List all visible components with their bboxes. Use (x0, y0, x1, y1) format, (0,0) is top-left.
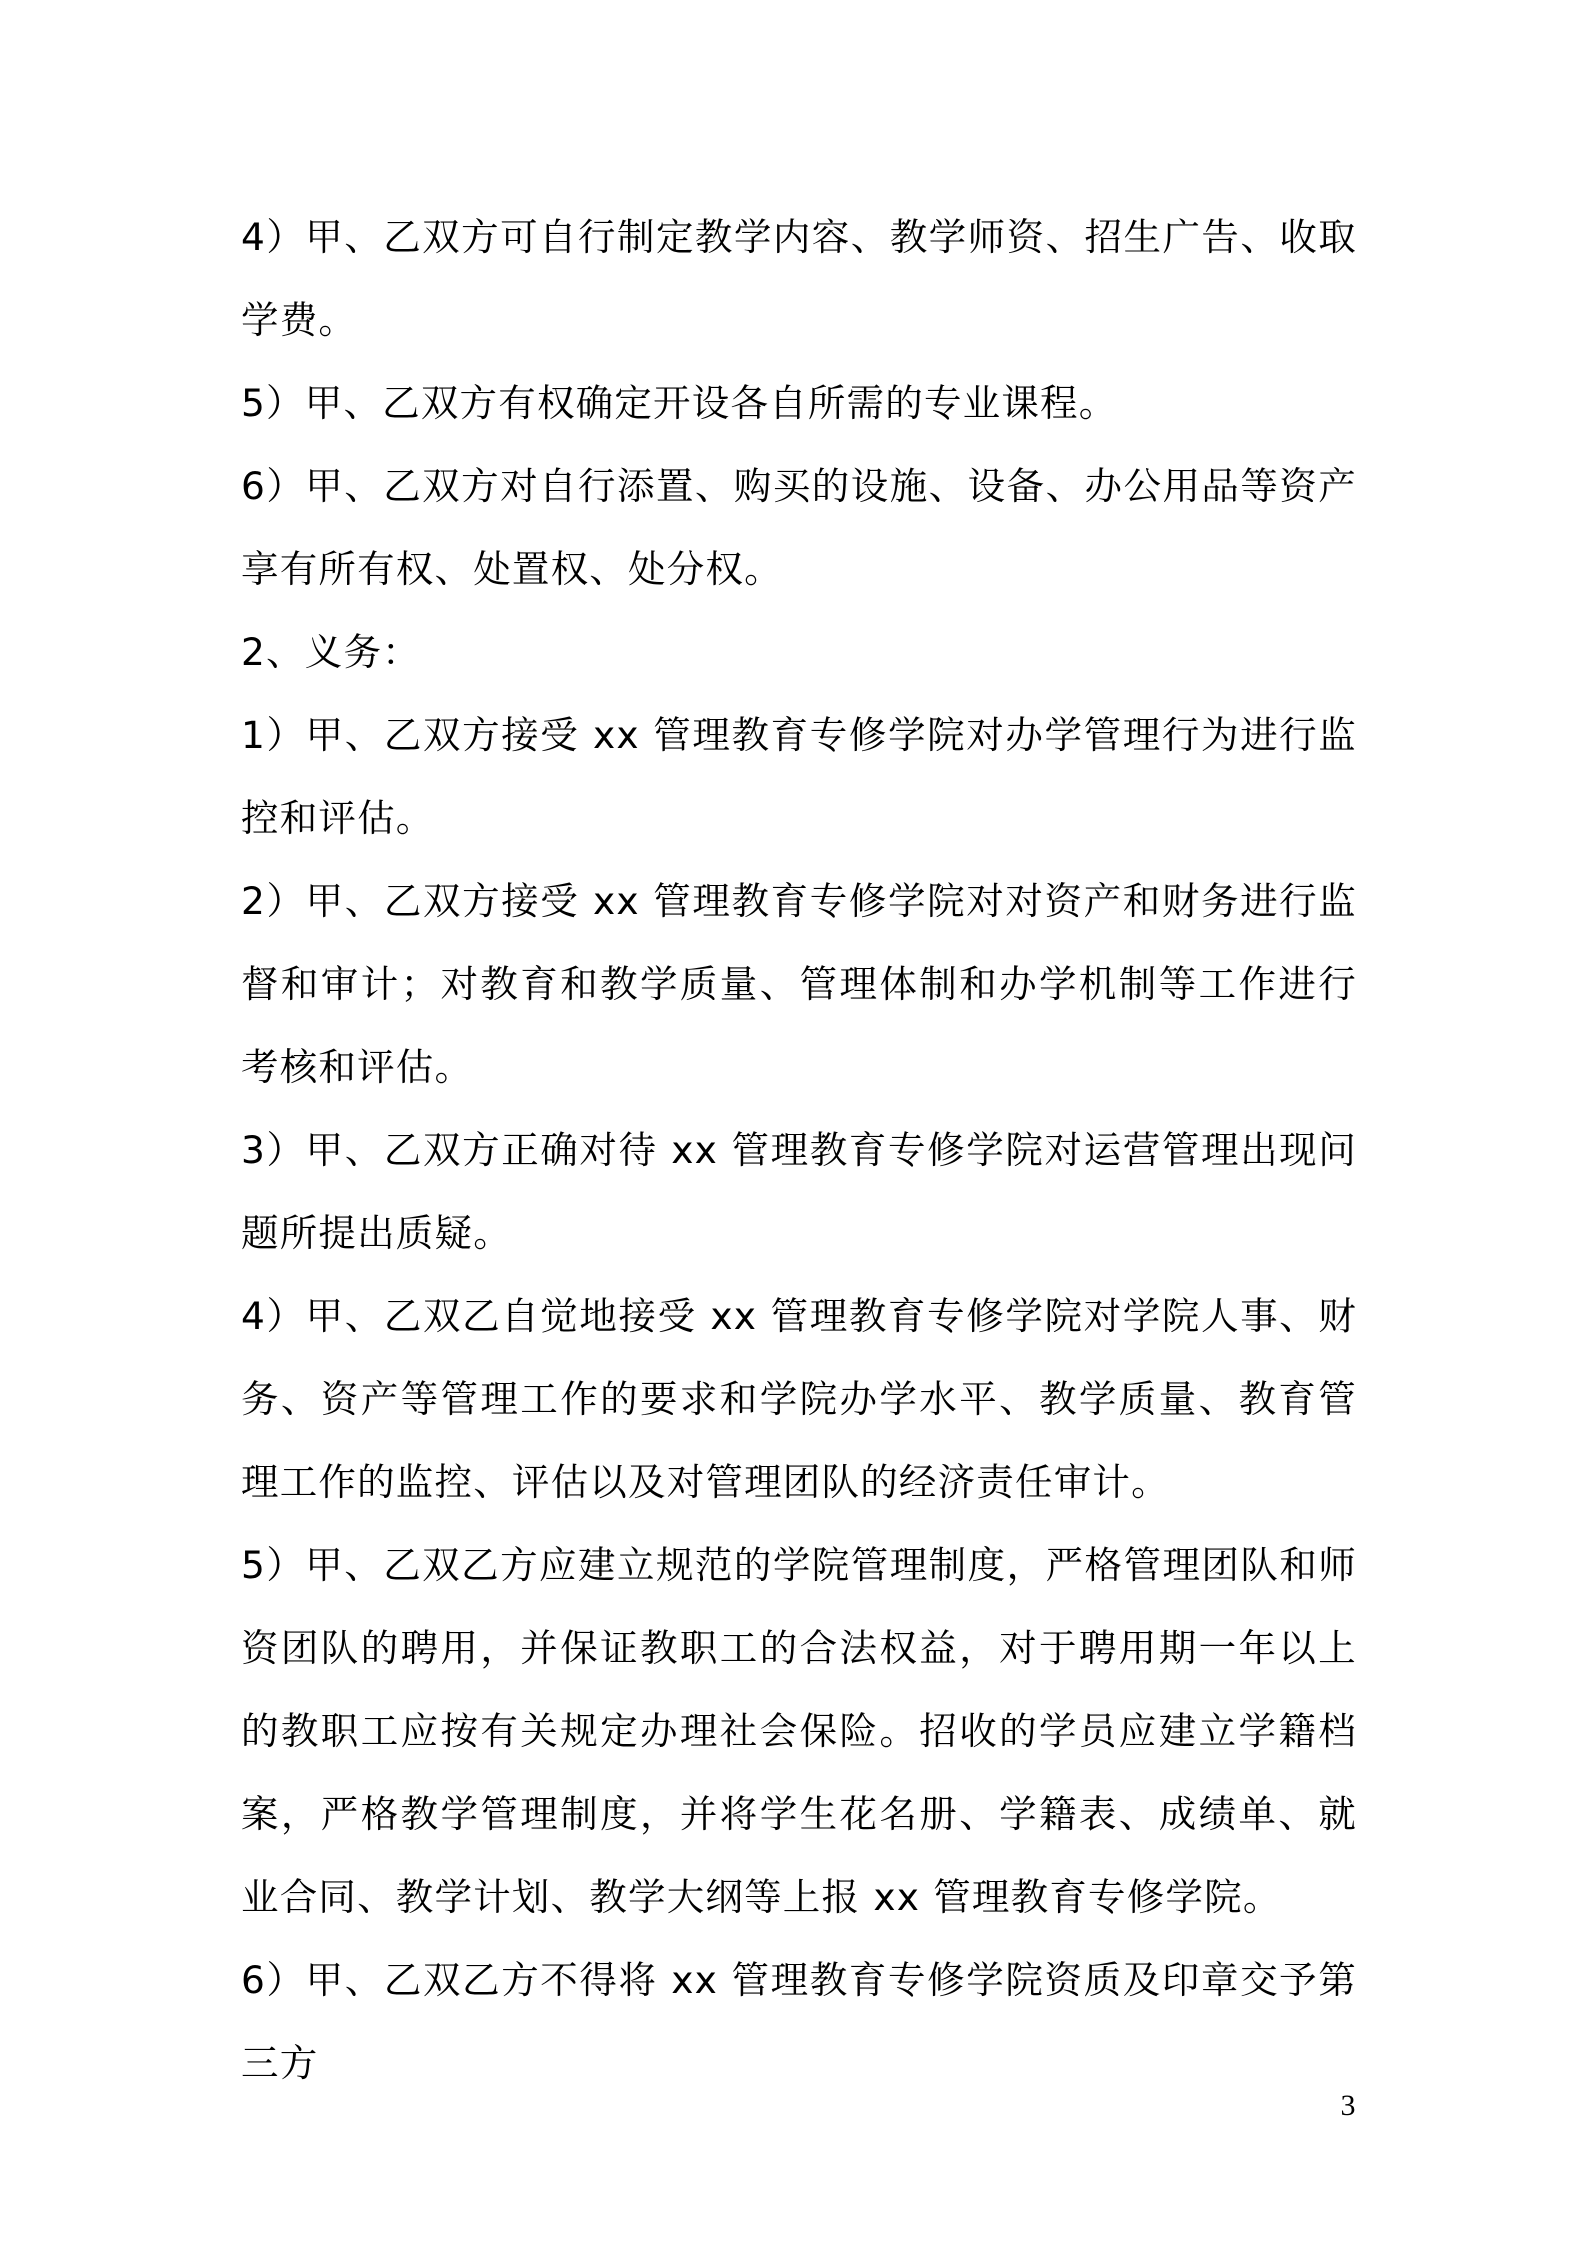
clause-obligations-4: 4）甲、乙双乙自觉地接受 xx 管理教育专修学院对学院人事、财务、资产等管理工作的要求和学院办学水平、教学质量、教育管理工作的监控、评估以及对管理团队的经济责任审计。 (241, 1294, 1357, 1504)
clause-obligations-2: 2）甲、乙双方接受 xx 管理教育专修学院对对资产和财务进行监督和审计；对教育和教学质量、管理体制和办学机制等工作进行考核和评估。 (241, 879, 1357, 1089)
clause-obligations-3: 3）甲、乙双方正确对待 xx 管理教育专修学院对运营管理出现问题所提出质疑。 (241, 1128, 1357, 1255)
clause-rights-5: 5）甲、乙双方有权确定开设各自所需的专业课程。 (241, 381, 1118, 425)
clause-rights-6: 6）甲、乙双方对自行添置、购买的设施、设备、办公用品等资产享有所有权、处置权、处分权。 (241, 464, 1357, 591)
section-heading-obligations: 2、义务： (241, 630, 421, 674)
page-number: 3 (1340, 2089, 1356, 2122)
clause-obligations-6: 6）甲、乙双乙方不得将 xx 管理教育专修学院资质及印章交予第三方 (241, 1958, 1357, 2085)
clause-rights-4: 4）甲、乙双方可自行制定教学内容、教学师资、招生广告、收取学费。 (241, 215, 1357, 342)
clause-obligations-5: 5）甲、乙双乙方应建立规范的学院管理制度，严格管理团队和师资团队的聘用，并保证教职工的合法权益，对于聘用期一年以上的教职工应按有关规定办理社会保险。招收的学员应建立学籍档案，严格教学管理制度，并将学生花名册、学籍表、成绩单、就业合同、教学计划、教学大纲等上报 xx 管理教育专修学院。 (241, 1543, 1357, 1919)
document-body (241, 196, 1357, 2105)
clause-obligations-1: 1）甲、乙双方接受 xx 管理教育专修学院对办学管理行为进行监控和评估。 (241, 713, 1357, 840)
